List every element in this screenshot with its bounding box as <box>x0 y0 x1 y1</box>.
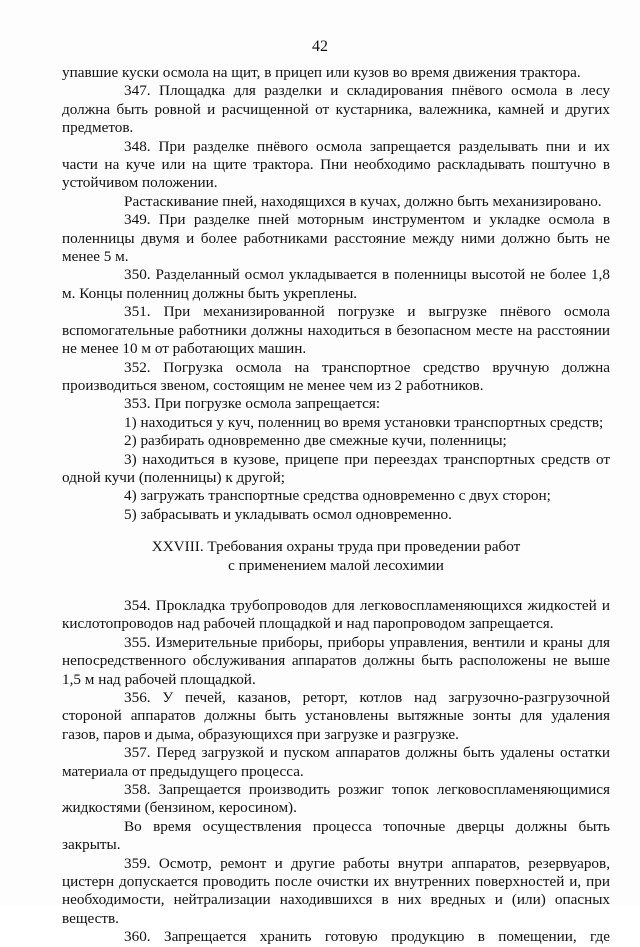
paragraph: 356. У печей, казанов, реторт, котлов над загрузочно-разгрузочной стороной аппаратов должны быть установлены вытяжные зонты для удаления газов, паров и дыма, образующихся при загрузке и разгрузке. <box>62 689 610 743</box>
paragraph: упавшие куски осмола на щит, в прицеп или кузов во время движения трактора. <box>62 64 581 81</box>
paragraph: 1) находиться у куч, поленниц во время установки транспортных средств; <box>124 413 604 431</box>
paragraph: 2) разбирать одновременно две смежные кучи, поленницы; <box>124 432 507 450</box>
paragraph: 358. Запрещается производить розжиг топок легковоспламеняющимися жидкостями (бензином, керосином). <box>62 781 610 817</box>
section-heading-line-1: XXVIII. Требования охраны труда при проведении работ <box>151 538 521 556</box>
paragraph: 357. Перед загрузкой и пуском аппаратов должны быть удалены остатки материала от предыдущего процесса. <box>62 744 610 780</box>
paragraph: 351. При механизированной погрузке и выгрузке пнёвого осмола вспомогательные работники должны находиться в безопасном месте на расстоянии не менее 10 м от работающих машин. <box>62 303 610 358</box>
document-body <box>62 64 610 947</box>
paragraph: 355. Измерительные приборы, приборы управления, вентили и краны для непосредственного обслуживания аппаратов должны быть расположены не выше 1,5 м над рабочей площадкой. <box>62 633 610 688</box>
paragraph: 347. Площадка для разделки и складирования пнёвого осмола в лесу должна быть ровной и расчищенной от кустарника, валежника, камней и других предметов. <box>62 82 610 137</box>
section-heading-line-2: с применением малой лесохимии <box>228 556 444 574</box>
paragraph: 354. Прокладка трубопроводов для легковоспламеняющихся жидкостей и кислотопроводов над рабочей площадкой и над паропроводом запрещается. <box>62 596 610 633</box>
page-number: 42 <box>312 38 328 55</box>
paragraph: 3) находиться в кузове, прицепе при переездах транспортных средств от одной кучи (поленницы) к другой; <box>62 450 610 486</box>
paragraphs-before-section <box>62 64 610 524</box>
paragraph: 353. При погрузке осмола запрещается: <box>124 395 381 413</box>
paragraph: Растаскивание пней, находящихся в кучах, должно быть механизировано. <box>124 192 602 210</box>
paragraph: 4) загружать транспортные средства одновременно с двух сторон; <box>124 487 551 505</box>
paragraph: 348. При разделке пнёвого осмола запрещается разделывать пни и их части на куче или на щите трактора. Пни необходимо раскладывать поштучно в устойчивом положении. <box>62 137 610 192</box>
paragraph: 359. Осмотр, ремонт и другие работы внутри аппаратов, резервуаров, цистерн допускается проводить после очистки их внутренних поверхностей и, при необходимости, нейтрализации находившихся в них вредных и (или) опасных веществ. <box>62 854 610 927</box>
paragraph: 350. Разделанный осмол укладывается в поленницы высотой не более 1,8 м. Концы поленниц должны быть укреплены. <box>62 266 610 302</box>
paragraph: 5) забрасывать и укладывать осмол одновременно. <box>124 505 452 523</box>
paragraphs-after-section <box>62 597 610 947</box>
paragraph: 349. При разделке пней моторным инструментом и укладке осмола в поленницы двумя и более работниками расстояние между ними должно быть не менее 5 м. <box>62 211 610 266</box>
paragraph: 352. Погрузка осмола на транспортное средство вручную должна производиться звеном, состоящим не менее чем из 2 работников. <box>62 358 610 394</box>
paragraph: 360. Запрещается хранить готовую продукцию в помещении, где <box>124 928 610 946</box>
paragraph: Во время осуществления процесса топочные дверцы должны быть закрыты. <box>62 817 610 854</box>
